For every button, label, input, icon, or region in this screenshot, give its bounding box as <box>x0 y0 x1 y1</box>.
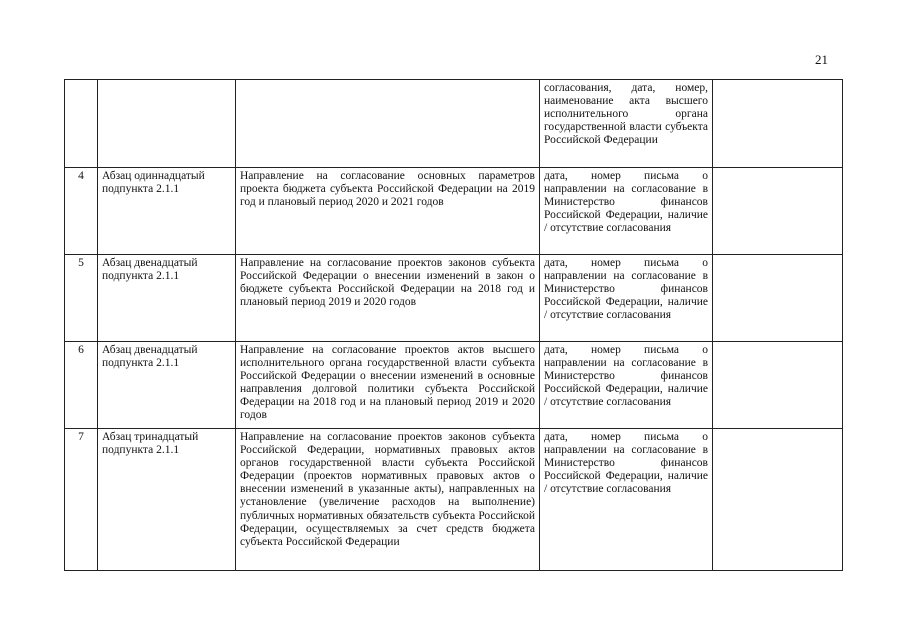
attributes-cell: согласования, дата, номер, наименование акта высшего исполнительного органа государственной власти субъекта Российской Федерации <box>540 80 713 168</box>
paragraph-cell: Абзац тринадцатый подпункта 2.1.1 <box>98 429 236 571</box>
description-cell: Направление на согласование проектов законов субъекта Российской Федерации о внесении изменений в закон о бюджете субъекта Российской Федерации на 2018 год и плановый период 2019 и 2020 годов <box>236 255 540 342</box>
extra-cell <box>713 429 843 571</box>
requirements-table <box>64 79 843 571</box>
row-number-cell: 5 <box>65 255 98 342</box>
row-number-cell <box>65 80 98 168</box>
extra-cell <box>713 342 843 429</box>
paragraph-cell <box>98 80 236 168</box>
row-number-cell: 4 <box>65 168 98 255</box>
description-cell: Направление на согласование проектов актов высшего исполнительного органа государственной власти субъекта Российской Федерации о внесении изменений в основные направления долговой политики субъекта Российской Федерации на 2018 год и на плановый период 2019 и 2020 годов <box>236 342 540 429</box>
row-number-cell: 7 <box>65 429 98 571</box>
description-cell: Направление на согласование проектов законов субъекта Российской Федерации, нормативных правовых актов органов государственной власти субъекта Российской Федерации (проектов нормативных правовых актов о внесении изменений в указанные акты), направленных на установление (увеличение расходов на выполнение) публичных нормативных обязательств субъекта Российской Федерации, осуществляемых за счет средств бюджета субъекта Российской Федерации <box>236 429 540 571</box>
paragraph-cell: Абзац двенадцатый подпункта 2.1.1 <box>98 342 236 429</box>
table-row <box>65 429 843 571</box>
attributes-cell: дата, номер письма о направлении на согласование в Министерство финансов Российской Федерации, наличие / отсутствие согласования <box>540 429 713 571</box>
extra-cell <box>713 168 843 255</box>
attributes-cell: дата, номер письма о направлении на согласование в Министерство финансов Российской Федерации, наличие / отсутствие согласования <box>540 255 713 342</box>
table-row <box>65 342 843 429</box>
table-row <box>65 80 843 168</box>
description-cell: Направление на согласование основных параметров проекта бюджета субъекта Российской Федерации на 2019 год и плановый период 2020 и 2021 годов <box>236 168 540 255</box>
paragraph-cell: Абзац одиннадцатый подпункта 2.1.1 <box>98 168 236 255</box>
extra-cell <box>713 255 843 342</box>
table-row <box>65 168 843 255</box>
extra-cell <box>713 80 843 168</box>
description-cell <box>236 80 540 168</box>
page-number: 21 <box>815 52 828 67</box>
row-number-cell: 6 <box>65 342 98 429</box>
attributes-cell: дата, номер письма о направлении на согласование в Министерство финансов Российской Федерации, наличие / отсутствие согласования <box>540 342 713 429</box>
table-row <box>65 255 843 342</box>
paragraph-cell: Абзац двенадцатый подпункта 2.1.1 <box>98 255 236 342</box>
attributes-cell: дата, номер письма о направлении на согласование в Министерство финансов Российской Федерации, наличие / отсутствие согласования <box>540 168 713 255</box>
